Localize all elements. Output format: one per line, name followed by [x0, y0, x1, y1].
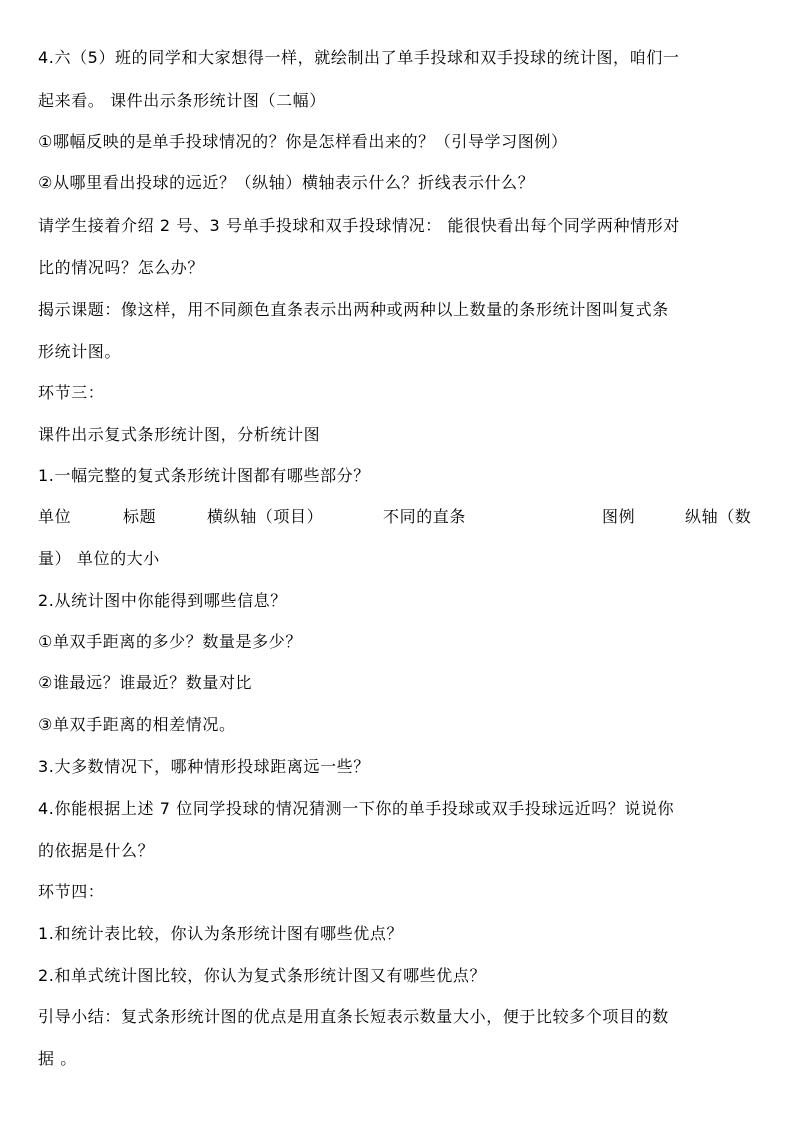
compare-line-2: 2.和单式统计图比较，你认为复式条形统计图又有哪些优点？ [38, 966, 487, 985]
summary-line-2: 据 。 [38, 1049, 77, 1068]
part-title: 标题 [123, 507, 157, 526]
paragraph-line-2: 起来看。 课件出示条形统计图（二幅） [38, 91, 326, 110]
question-line-1: ①哪幅反映的是单手投球情况的？你是怎样看出来的？（引导学习图例） [38, 132, 568, 151]
section-heading-3: 环节三： [38, 383, 105, 402]
item-4-line-1: 4.你能根据上述 7 位同学投球的情况猜测一下你的单手投球或双手投球远近吗？说说你 [38, 799, 675, 818]
topic-line-2: 形统计图。 [38, 342, 122, 361]
part-unit: 单位 [38, 507, 72, 526]
info-line-1: ①单双手距离的多少？数量是多少？ [38, 632, 302, 651]
part-axes: 横纵轴（项目） [207, 507, 324, 526]
item-4-line-2: 的依据是什么？ [38, 841, 155, 860]
paragraph-line-5: 请学生接着介绍 2 号、3 号单手投球和双手投球情况： 能很快看出每个同学两种情形对 [38, 216, 680, 235]
question-line-2: ②从哪里看出投球的远近？（纵轴）横轴表示什么？折线表示什么？ [38, 173, 535, 192]
item-3-line: 3.大多数情况下，哪种情形投球距离远一些？ [38, 757, 370, 776]
info-line-3: ③单双手距离的相差情况。 [38, 715, 236, 734]
item-1-line: 1.一幅完整的复式条形统计图都有哪些部分？ [38, 466, 370, 485]
paragraph-line-10: 课件出示复式条形统计图，分析统计图 [38, 425, 321, 444]
part-bars: 不同的直条 [383, 507, 467, 526]
topic-line-1: 揭示课题：像这样，用不同颜色直条表示出两种或两种以上数量的条形统计图叫复式条 [38, 300, 669, 319]
compare-line-1: 1.和统计表比较，你认为条形统计图有哪些优点？ [38, 924, 404, 943]
section-heading-4: 环节四： [38, 882, 105, 901]
item-2-line: 2.从统计图中你能得到哪些信息？ [38, 591, 287, 610]
part-legend: 图例 [602, 507, 636, 526]
part-yaxis: 纵轴（数 [685, 507, 752, 526]
paragraph-line-1: 4.六（5）班的同学和大家想得一样，就绘制出了单手投球和双手投球的统计图，咱们一 [38, 48, 680, 67]
info-line-2: ②谁最远？谁最近？数量对比 [38, 673, 253, 692]
chart-parts-row [38, 506, 758, 528]
paragraph-line-6: 比的情况吗？怎么办？ [38, 258, 205, 277]
summary-line-1: 引导小结：复式条形统计图的优点是用直条长短表示数量大小，便于比较多个项目的数 [38, 1007, 669, 1026]
paragraph-line-13: 量） 单位的大小 [38, 549, 160, 568]
